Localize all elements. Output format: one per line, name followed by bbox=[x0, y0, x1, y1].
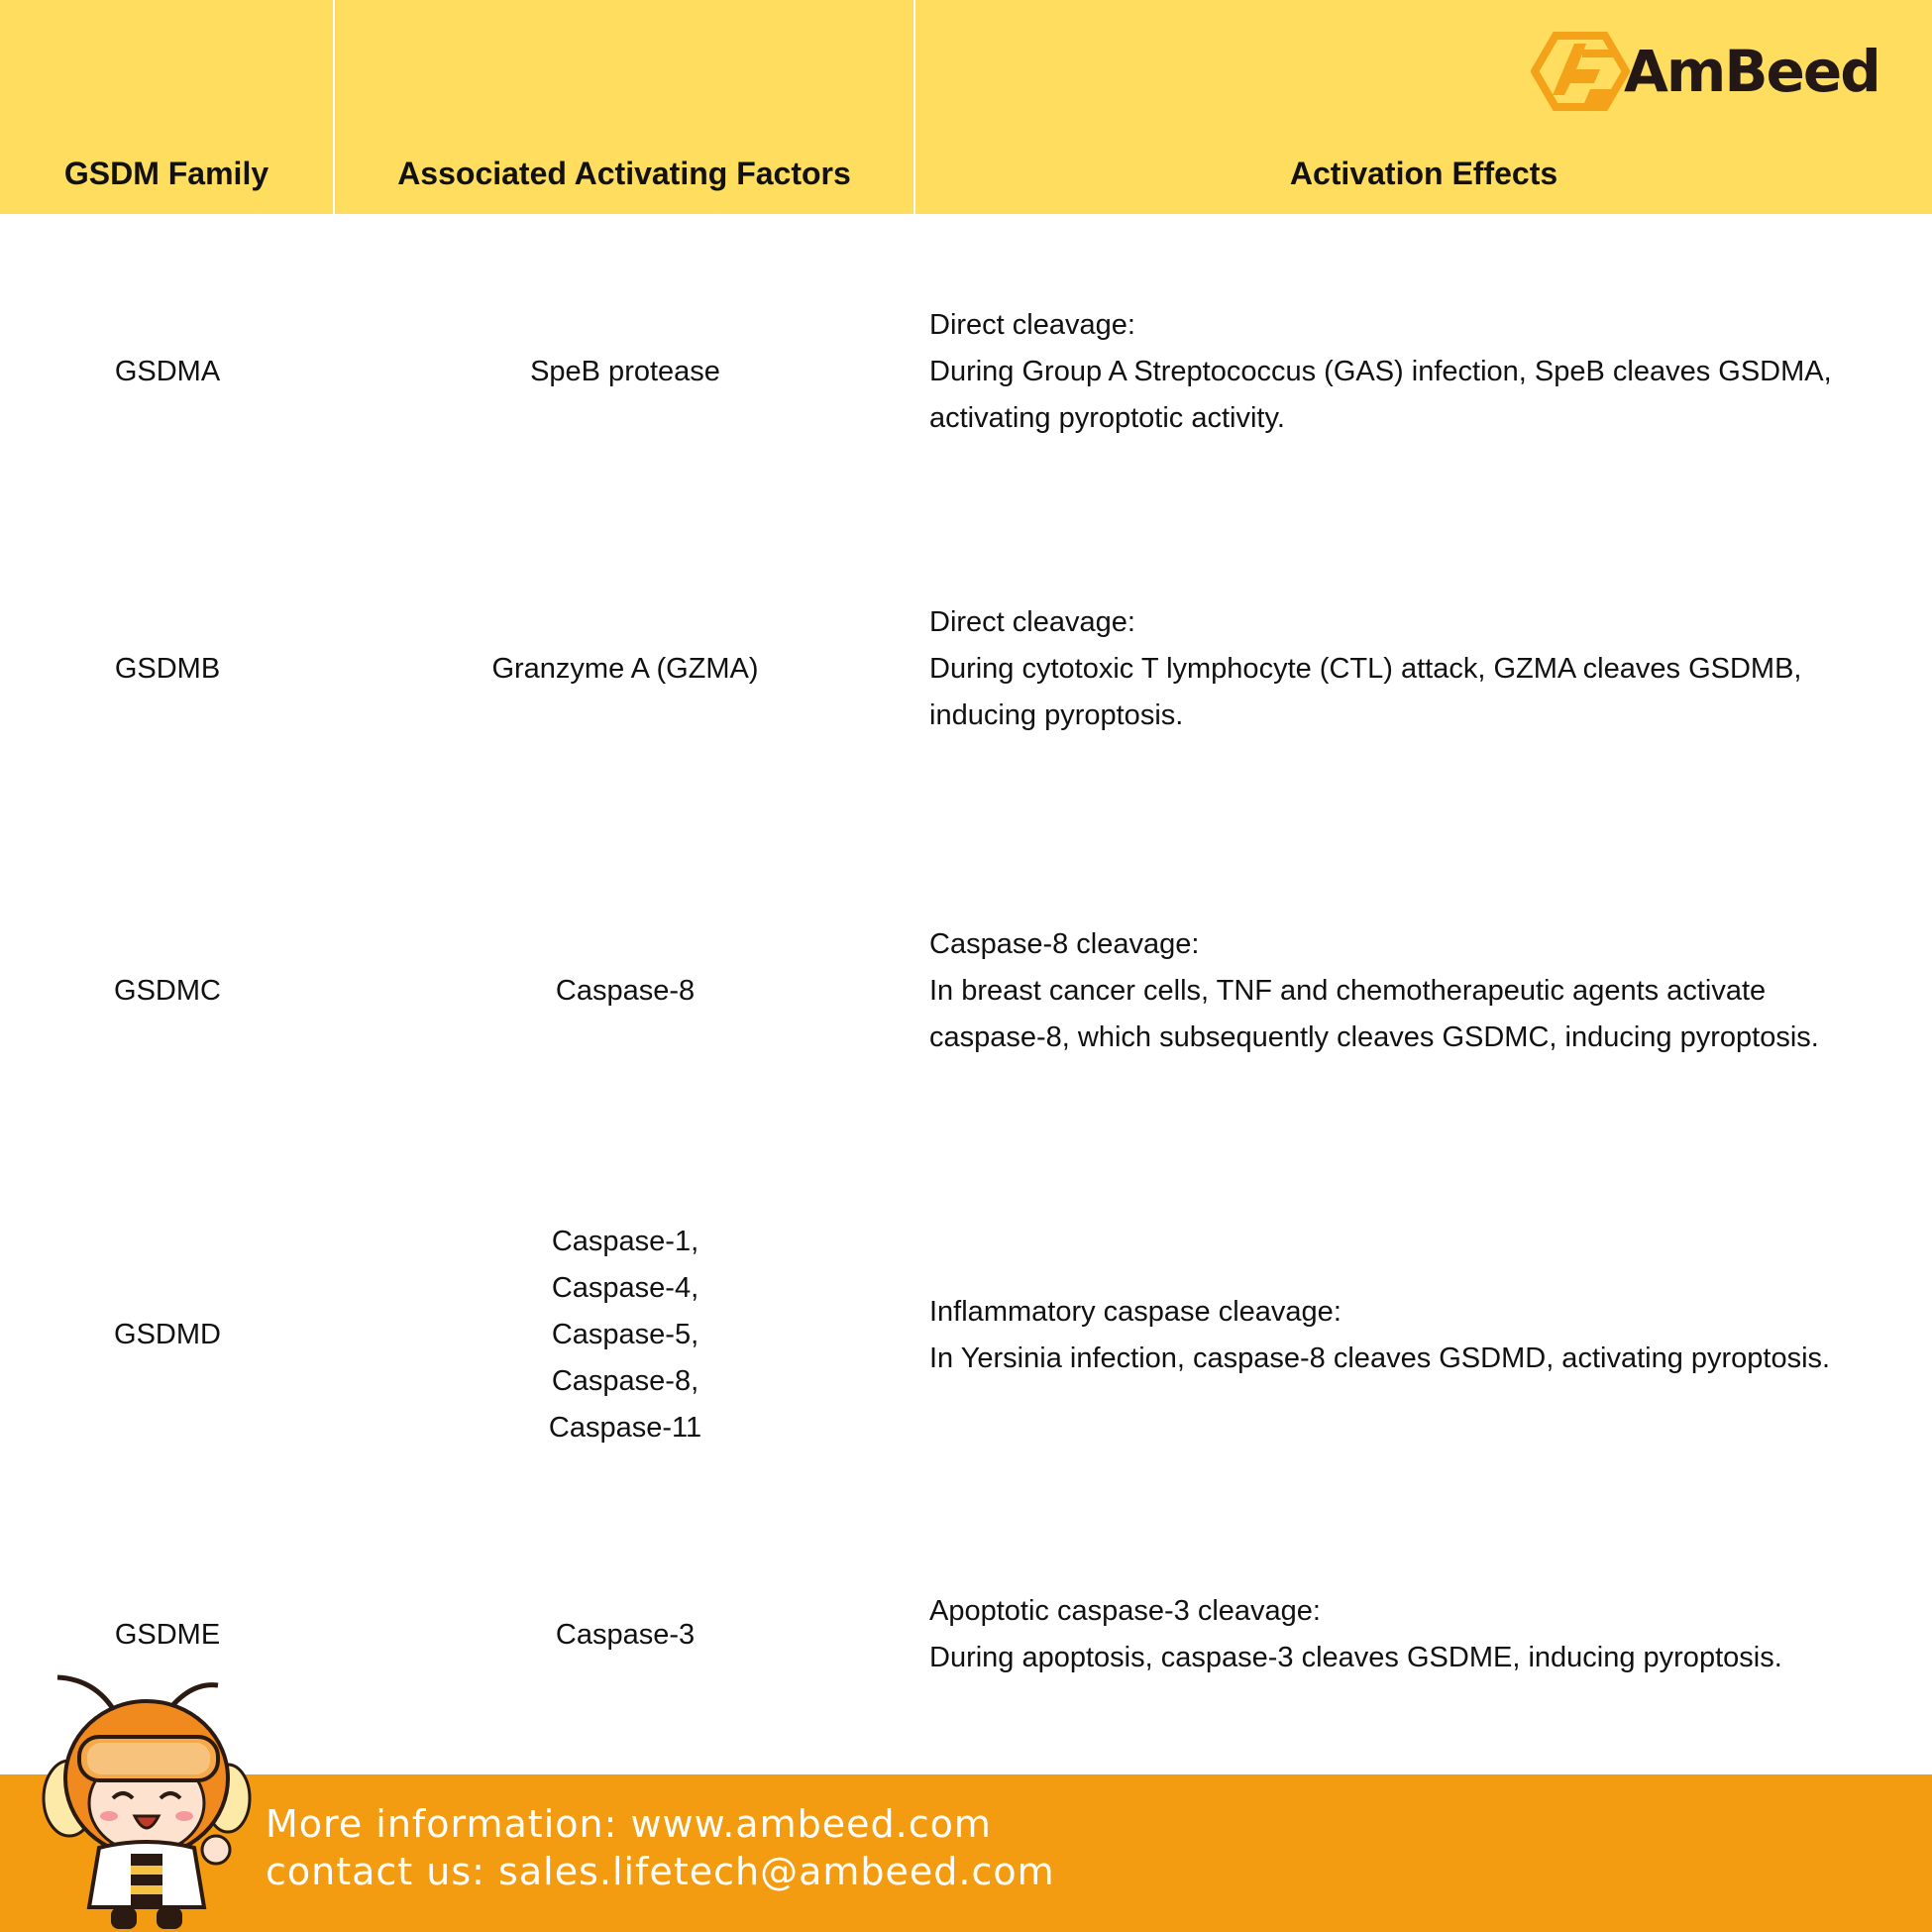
family-cell: GSDMB bbox=[114, 652, 221, 685]
effect-cell bbox=[929, 594, 1920, 743]
effect-title: Direct cleavage: bbox=[929, 308, 1135, 341]
table-row bbox=[0, 594, 1932, 743]
effect-cell bbox=[929, 916, 1920, 1065]
effect-line: In breast cancer cells, TNF and chemotherapeutic agents activate bbox=[929, 974, 1767, 1007]
factor-line: Caspase-4, bbox=[551, 1272, 699, 1304]
footer-bar bbox=[0, 1774, 1932, 1932]
effect-cell bbox=[929, 297, 1920, 446]
effect-line: During apoptosis, caspase-3 cleaves GSDME, inducing pyroptosis. bbox=[929, 1642, 1782, 1673]
footer-contact: contact us: sales.lifetech@ambeed.com bbox=[266, 1850, 1055, 1893]
effect-line: During cytotoxic T lymphocyte (CTL) attack, GZMA cleaves GSDMB, bbox=[929, 652, 1802, 685]
table-header bbox=[0, 0, 1932, 214]
factor-cell bbox=[335, 916, 915, 1065]
factor-line: Caspase-1, bbox=[551, 1226, 699, 1257]
effect-cell bbox=[929, 1585, 1920, 1684]
factor-line: Caspase-11 bbox=[548, 1412, 702, 1444]
factor-cell bbox=[335, 1194, 915, 1476]
effect-line: caspase-8, which subsequently cleaves GSDMC, inducing pyroptosis. bbox=[929, 1020, 1819, 1053]
table-row bbox=[0, 1194, 1932, 1476]
footer-more-info: More information: www.ambeed.com bbox=[266, 1802, 992, 1846]
header-activating-factors: Associated Activating Factors bbox=[397, 155, 851, 191]
effect-title: Direct cleavage: bbox=[929, 605, 1135, 638]
header-gsdm-family: GSDM Family bbox=[63, 155, 269, 191]
ambeed-logo bbox=[1531, 28, 1917, 115]
factor-cell bbox=[335, 1585, 915, 1684]
factor-line: Caspase-3 bbox=[555, 1618, 696, 1651]
factor-line: Caspase-5, bbox=[551, 1319, 699, 1350]
effect-line: inducing pyroptosis. bbox=[929, 698, 1184, 731]
brand-name: AmBeed bbox=[1624, 38, 1879, 105]
factor-line: Caspase-8 bbox=[555, 974, 696, 1007]
effect-cell bbox=[929, 1194, 1920, 1476]
table-row bbox=[0, 297, 1932, 446]
ambeed-hexagon-icon bbox=[1531, 30, 1630, 113]
family-cell: GSDME bbox=[114, 1618, 221, 1651]
family-cell: GSDMC bbox=[114, 974, 221, 1007]
effect-line: In Yersinia infection, caspase-8 cleaves GSDMD, activating pyroptosis. bbox=[929, 1342, 1831, 1374]
effect-title: Inflammatory caspase cleavage: bbox=[929, 1295, 1342, 1328]
effect-title: Apoptotic caspase-3 cleavage: bbox=[929, 1595, 1321, 1627]
table-row bbox=[0, 1585, 1932, 1684]
header-activation-effects: Activation Effects bbox=[1289, 155, 1558, 191]
factor-cell bbox=[335, 594, 915, 743]
table-row bbox=[0, 916, 1932, 1065]
effect-title: Caspase-8 cleavage: bbox=[929, 927, 1200, 960]
family-cell: GSDMD bbox=[114, 1319, 221, 1350]
factor-line: SpeB protease bbox=[530, 355, 720, 387]
family-cell: GSDMA bbox=[114, 355, 221, 387]
effect-line: During Group A Streptococcus (GAS) infection, SpeB cleaves GSDMA, bbox=[929, 355, 1832, 387]
factor-cell bbox=[335, 297, 915, 446]
factor-line: Granzyme A (GZMA) bbox=[491, 652, 759, 685]
bee-scientist-mascot-icon bbox=[40, 1660, 253, 1932]
factor-line: Caspase-8, bbox=[551, 1365, 699, 1397]
effect-line: activating pyroptotic activity. bbox=[929, 401, 1285, 434]
